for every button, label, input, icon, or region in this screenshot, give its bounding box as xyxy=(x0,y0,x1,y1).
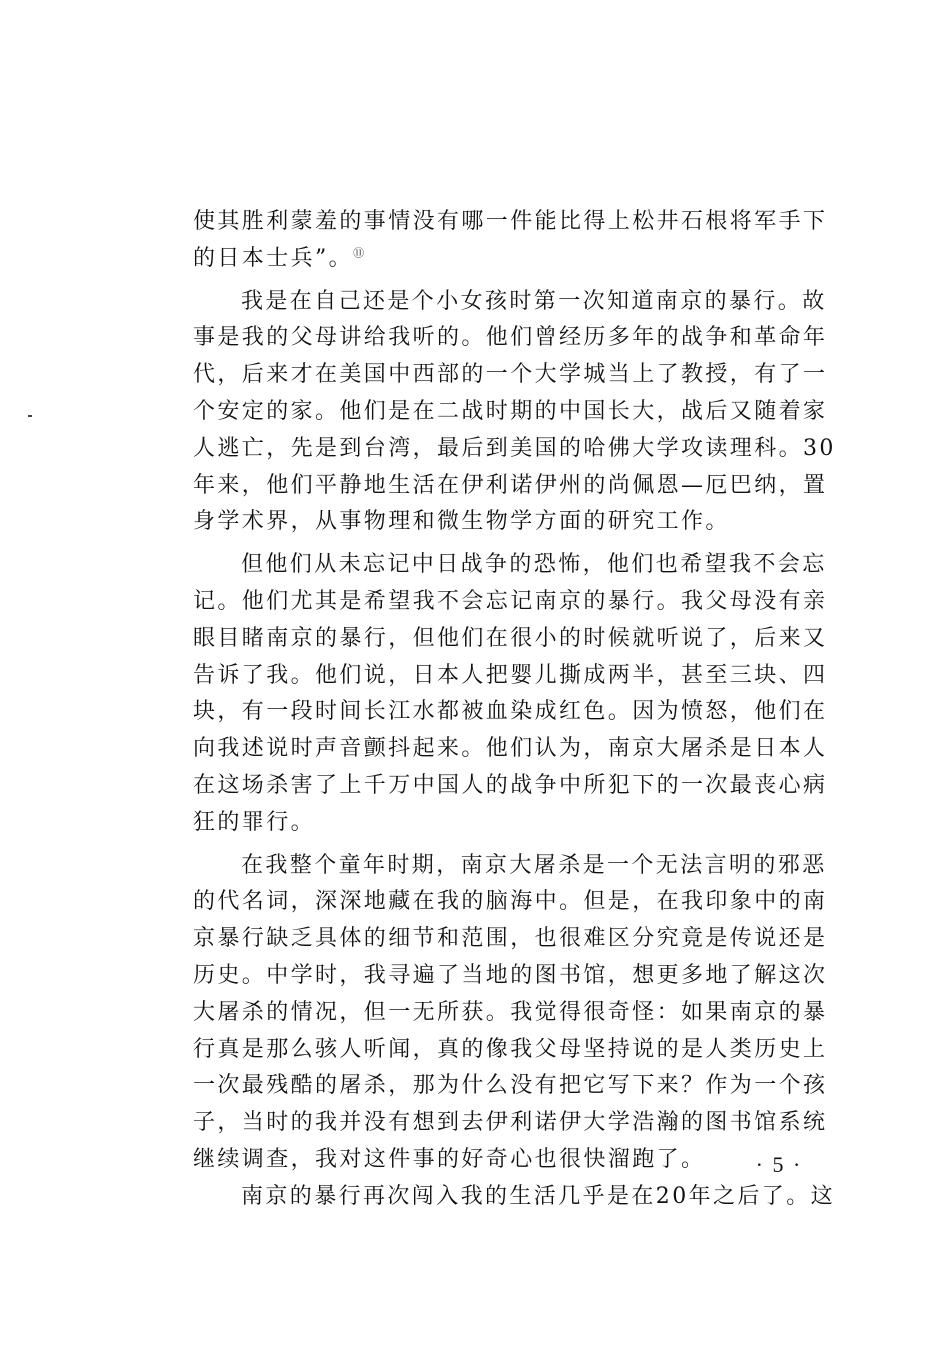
paragraph-first-line: 但他们从未忘记中日战争的恐怖，他们也希望我不会忘 xyxy=(241,552,827,578)
body-text xyxy=(193,204,836,1216)
page-number: · 5 · xyxy=(755,1152,803,1177)
text-line: 一次最残酷的屠杀，那为什么没有把它写下来？作为一个孩 xyxy=(193,1073,828,1099)
text-line: 向我述说时声音颤抖起来。他们认为，南京大屠杀是日本人 xyxy=(193,736,828,762)
text-line: 记。他们尤其是希望我不会忘记南京的暴行。我父母没有亲 xyxy=(193,588,828,614)
text-line: 块，有一段时间长江水都被血染成红色。因为愤怒，他们在 xyxy=(193,699,828,725)
text-line: 人逃亡，先是到台湾，最后到美国的哈佛大学攻读理科。30 xyxy=(193,435,836,461)
text-line: 个安定的家。他们是在二战时期的中国长大，战后又随着家 xyxy=(193,398,828,424)
text-line: 继续调查，我对这件事的好奇心也很快溜跑了。 xyxy=(193,1146,706,1172)
text-line: 身学术界，从事物理和微生物学方面的研究工作。 xyxy=(193,509,730,535)
text-line: 狂的罪行。 xyxy=(193,809,316,835)
text-line: 的代名词，深深地藏在我的脑海中。但是，在我印象中的南 xyxy=(193,889,828,915)
footnote-reference: ⑪ xyxy=(353,246,365,260)
text-line: 使其胜利蒙羞的事情没有哪一件能比得上松井石根将军手下 xyxy=(193,209,828,234)
paragraph-first-line: 在我整个童年时期，南京大屠杀是一个无法言明的邪恶 xyxy=(241,852,827,878)
text-line: 大屠杀的情况，但一无所获。我觉得很奇怪：如果南京的暴 xyxy=(193,999,828,1025)
scan-speck xyxy=(28,415,32,417)
paragraph-first-line: 南京的暴行再次闯入我的生活几乎是在20年之后了。这 xyxy=(241,1183,835,1209)
text-line: 告诉了我。他们说，日本人把婴儿撕成两半，甚至三块、四 xyxy=(193,662,828,688)
text-line: 历史。中学时，我寻遍了当地的图书馆，想更多地了解这次 xyxy=(193,962,828,988)
text-line: 代，后来才在美国中西部的一个大学城当上了教授，有了一 xyxy=(193,362,828,388)
text-line: 行真是那么骇人听闻，真的像我父母坚持说的是人类历史上 xyxy=(193,1036,828,1062)
text-line: 的日本士兵”。⑪ xyxy=(193,245,365,271)
text-line: 京暴行缺乏具体的细节和范围，也很难区分究竟是传说还是 xyxy=(193,926,828,952)
paragraph-first-line: 我是在自己还是个小女孩时第一次知道南京的暴行。故 xyxy=(241,288,827,314)
text-line: 在这场杀害了上千万中国人的战争中所犯下的一次最丧心病 xyxy=(193,772,828,798)
text-line: 子，当时的我并没有想到去伊利诺伊大学浩瀚的图书馆系统 xyxy=(193,1110,828,1136)
text-line: 事是我的父母讲给我听的。他们曾经历多年的战争和革命年 xyxy=(193,325,828,351)
text-line: 年来，他们平静地生活在伊利诺伊州的尚佩恩—厄巴纳，置 xyxy=(193,472,828,498)
text-line: 眼目睹南京的暴行，但他们在很小的时候就听说了，后来又 xyxy=(193,625,828,651)
